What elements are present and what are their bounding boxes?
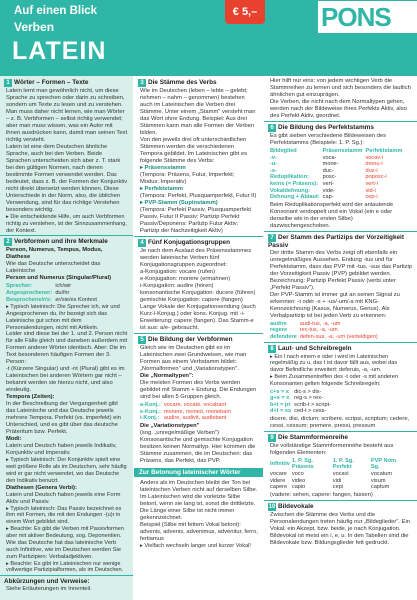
spelling-table	[270, 389, 334, 415]
list-item: (Tempora: Präsens, Futur, Imperfekt;	[140, 172, 235, 178]
cell: vid-i	[365, 187, 376, 194]
list-item: konsonantische Konjugation: ducere (führen)	[140, 290, 256, 296]
cell: defen-sus, -a, -um (verteidigen)	[299, 333, 378, 340]
tip-text: Typisch lateinisch: Die Sprecher ich, wir und Angesprochenen du, ihr bezeigt sich das Lateinische gut schon mit dem Personalendungen, nicht mit Artikeln.	[6, 304, 120, 331]
cell: vocatum	[370, 471, 393, 478]
cell: g+s = x	[270, 395, 290, 402]
cell: keins (= Präsens):	[270, 180, 319, 187]
paragraph: Beispiel (Silbe mit fettem Vokal betont):	[140, 521, 241, 528]
table-row	[270, 194, 405, 201]
cell: vocare	[270, 471, 287, 478]
cell: vocavi	[332, 471, 349, 478]
section-heading	[134, 77, 263, 88]
section-heading	[134, 333, 263, 345]
cell: vert-	[322, 180, 334, 187]
table-row	[270, 181, 405, 188]
tip: ▸ Die entscheidende Hilfe, um auch Verbformen richtig zu verstehen, ist der Sinnzusammenhang, der Kontext.	[6, 214, 127, 234]
paragraph: Wie das Deutsche unterscheidet das Lateinische	[6, 261, 101, 275]
paragraph: Zwischen die Stämme des Verbs und die Personalendungen treten häufig nur „Bildeglieder". Ein Vokal, ein Akzept, bzw. beide, je nach Konjugation. Bildevokal ist meist ein i, e, u. In den Tabellen sind die Bildevokale bzw. Bildungsglieder fett gedruckt.	[270, 511, 410, 546]
cell: -u-	[270, 161, 278, 168]
paragraph: Konsonantische und gemischte Konjugation besitzen keinen Normaltyp. Hier kommen die Stämme zusammen, die im Deutschen: das Präsens, das Perfekt, das PVP.	[140, 436, 256, 464]
tip: ▸ Typisch lateinisch: Das Passiv bezeichnet es ihm mit Formen, die mit den Endungen -(u)r in einem Wort gebildet sind.	[6, 505, 122, 526]
section-heading	[264, 121, 417, 133]
section-heading	[264, 500, 417, 512]
section-number: 4	[138, 239, 146, 247]
section-title: Die Bildung der Verbformen	[148, 336, 233, 343]
list-item: a-Konjugation: vocare (rufen)	[140, 269, 216, 275]
paragraph: Der dritte Stamm des Verbs zeigt oft ebenfalls ein unregelmäßiges Aussehen. Endung -tus und für Perfektstamm, dass das PVP mit -tus, -sus das Partizip der Vorzeitigkeit Passiv (PVP) gebildet werden.	[270, 249, 412, 277]
brand-logo	[318, 1, 417, 33]
tip-text: Vielfach wechseln langer und kurzer Vokal!	[144, 542, 251, 549]
table-header	[270, 148, 405, 155]
tip-text: Die entscheidende Hilfe, um auch Verbformen richtig zu verstehen, ist der Sinnzusammenhang, der Kontext.	[6, 214, 127, 234]
column-right	[264, 76, 417, 600]
cell: dic-s > dix-	[294, 388, 322, 395]
content	[0, 76, 417, 600]
tip-text: Ein l nach einem e oder i wird im Lateinischen regelmäßig zu u, das t ist davor fällt aus, wobei das davor Befindliche erweitert: deferuis, -a, -um.	[270, 353, 398, 374]
section-number: 10	[268, 503, 276, 510]
cell: voca-	[322, 154, 337, 161]
cell: capio	[291, 484, 306, 491]
paragraph: Hier hilft nur eins: von jedem wichtigen Verb die Stammreihen zu lernen und sich besonders die lautlich ähnlichen gut einzuprägen.	[270, 78, 411, 98]
paragraph: Beim Reduplikationsperfekt wird der anlautende Konsonant verdoppelt und ein Vokal (ein e oder derselbe wie in der ersten Silbe) dazwischengeschoben.	[270, 201, 394, 229]
cell: scrib-t > script-	[294, 401, 331, 408]
cell: monere, moneó, monebam	[163, 408, 231, 415]
paragraph: Je nach dem Auslaut des Präsensstammes werden lateinische Verben fünf Konjugationsgruppen zugeordnet:	[140, 248, 252, 268]
paragraph: Latein und Deutsch haben jeweils eine Form Aktiv und Passiv.	[6, 491, 121, 505]
paragraph: Gleich wie im Deutschen gibt es im Lateinischen zwei Grundweisen, wie man Formen aus einem Verbstamm bildet: „Normalformen" und „Variationstypen".	[140, 345, 247, 372]
tip-text: Beim Zusammentreffen des -t oder -s mit anderen Konsonanten gelten folgende Schreibregeln:	[270, 373, 399, 387]
table-row	[270, 155, 405, 162]
section-title: Die Bildung des Perfektstamms	[278, 124, 374, 131]
section-number: 2	[4, 238, 12, 246]
table-row	[270, 327, 381, 334]
paragraph: Von den jeweils drei oft unterschiedlichen Stämmen werden die verschiedenen Tempora gebildet. Im Lateinischen gibt es folgende Stämme des Verbs:	[140, 137, 247, 164]
cell: mone-	[322, 161, 339, 168]
section-title: Bildevokale	[278, 502, 314, 510]
section-number: 5	[138, 336, 146, 344]
list-text: Perfektstamm	[144, 186, 183, 192]
list-item: e-Konjugation: monere (ermahnen)	[140, 276, 231, 282]
paragraph: Bezeichnung: Partizip Perfekt Passiv (verbi unter „Perfekt Passiv").	[270, 277, 396, 291]
cell: audire, audivit, audiebant	[163, 415, 227, 422]
header-cell: 1. P. Sg. Präsens	[291, 457, 314, 471]
table-header	[270, 458, 406, 471]
header-cell: Präsensstamm	[322, 148, 363, 154]
cell: ich/wir	[55, 283, 72, 290]
cell: er/sie/es Kontext	[55, 296, 97, 303]
section-number: 7	[268, 234, 276, 242]
tip-text: Typisch lateinisch: Das Passiv bezeichnet es ihm mit Formen, die mit den Endungen -(u)r in einem Wort gebildet sind.	[6, 505, 122, 526]
section-title: Wörter – Formen – Texte	[14, 79, 89, 86]
cell: captum	[370, 484, 390, 491]
cell: i-Konj.:	[140, 415, 160, 422]
cell: Dehnung + Ablaut:	[270, 194, 320, 201]
cell: dux-i	[365, 167, 378, 174]
paragraph: -t (Kürzere Singular) und -nt (Plural) gibt es im Lateinischen bei anderen Wörtern gar nicht – bekannt werden sie hierzu nicht, und also eindeutig.	[6, 366, 125, 394]
paragraph: dicere, dixi, dictum; scribere, scripsi, scriptum; cedere, cessi, cessum; premere, pressi, pressum	[270, 415, 410, 429]
cell: e-Konj.:	[140, 408, 161, 415]
table-row	[270, 408, 334, 415]
paragraph: Lange Vokale der Konjugationsendung (auch Kurz-i-Konjug.) oder kons. Konjug. mit -i-Erweiterung: capere (fangen). Das Stamm-e ist aus: a/e- gebraucht.	[140, 304, 256, 331]
cell: posc-	[322, 174, 337, 181]
table-row	[6, 283, 100, 290]
section-number: 8	[268, 345, 276, 353]
column-middle	[134, 76, 263, 600]
cell: Sprecher:	[6, 283, 33, 290]
section-heading	[264, 342, 417, 354]
section-number: 1	[4, 79, 12, 87]
section-heading	[0, 77, 133, 88]
section-number: 9	[268, 434, 276, 442]
table-row	[6, 297, 100, 304]
cell: defendere	[270, 333, 297, 340]
cell: visum	[370, 477, 386, 484]
paragraph: Anders als im Deutschen bleibt der Ton bei lateinischen Verben nicht auf derselben Silbe. Im Lateinischen wird die vorletzte Silbe betont, wenn sie lang ist, sonst die drittletzte. Die Länge einer Silbe ist nicht immer gekennzeichnet.	[140, 479, 258, 521]
subheading: Die „Normaltypen":	[140, 373, 194, 379]
cell: audi-tus, -a, -um	[299, 320, 341, 327]
paragraph: Leider sind diese bei der 1. und 2. Person nicht für alle Fälle gleich und daneben außerdem mit Formen anderer Wörter identisch. Aber: Die im Text besonderen häufigen Formen der 3. Person:	[6, 331, 128, 366]
tip: ▸ Beim Zusammentreffen des -t oder -s mit anderen Konsonanten gelten folgende Schreibregeln:	[270, 373, 399, 387]
table-row	[270, 321, 381, 328]
tip: ▸ Vielfach wechseln langer und kurzer Vokal!	[140, 542, 251, 549]
subheading: Modi:	[6, 436, 22, 443]
section-title: Der Stamm des Partizips der Vorzeitigkeit Passiv	[268, 233, 404, 249]
cell: ced-t > cess-	[294, 408, 327, 415]
cell: capere	[270, 484, 288, 491]
price-badge: € 5,–	[225, 0, 265, 24]
paragraph: Es gibt sieben verschiedene Bildeweisen des Perfektstamms (Beispiele: 1. P. Sg.):	[270, 133, 387, 146]
cell: -s-	[270, 167, 277, 174]
table-row	[270, 188, 405, 195]
subject: Verben	[14, 20, 55, 34]
table-row	[140, 415, 234, 422]
table-row	[270, 168, 405, 175]
section-heading	[264, 231, 417, 250]
cell: Besprochene/r/s:	[6, 296, 52, 303]
subheading: Diathesen (Genera Verbi):	[6, 484, 77, 491]
cell: monu-i	[365, 161, 383, 168]
tip: ▸ Typisch lateinisch: Der Konjunktiv spielt eine weit größere Rolle als im Deutschen, sehr häufig wird er gar nicht verwendet, wo das Deutsche den Indikativ benutzt.	[6, 457, 127, 484]
tip: ▸ Beachte: Es gibt die Verben mit Passivformen aber mit aktiver Bedeutung, sog. Deponentien.	[6, 525, 124, 539]
tip-text: Beachte: Es gibt die Verben mit Passivformen aber mit aktiver Bedeutung, sog. Deponentien.	[6, 525, 124, 539]
paragraph: Die Verben, die nicht nach dem Normaltypen gehen, werden nach der Bildeweise ihres Perfekts Aktiv, also des Perfekt Aktiv, geordnet.	[270, 99, 407, 119]
paragraph: (sog. „unregelmäßige Verben")	[140, 429, 220, 436]
table-row	[6, 290, 100, 297]
cell: videre	[270, 477, 286, 484]
tip: ▸ Ein l nach einem e oder i wird im Lateinischen regelmäßig zu u, das t ist davor fällt aus, wobei das davor Befindliche erweitert: deferuis, -a, -um.	[270, 353, 398, 374]
paragraph: Die meisten Formen des Verbs werden gebildet mit Stamm + Endung. Die Endungen sind bei allen 5 Gruppen gleich.	[140, 380, 257, 400]
subheading: Person, Numerus, Tempus, Modus, Diathese	[6, 247, 103, 261]
brand-name: PONS	[321, 2, 391, 32]
person-table	[6, 283, 100, 303]
subheading: Person und Numerus (Singular/Plural)	[6, 275, 112, 282]
section-title: Die Stammformenreihe	[278, 433, 348, 441]
list-item: i-Konjugation: audire (hören)	[140, 283, 214, 289]
paragraph: Wie das Deutsche hat das lateinische Verb auch Infinitive, wie im Deutschen werden Sie zum Partizipien: Verbaladjektiven.	[6, 539, 122, 560]
cell: regere	[270, 327, 288, 334]
section-title: Fünf Konjugationsgruppen	[148, 239, 230, 246]
section-heading	[134, 236, 263, 248]
list-item: ▸ Perfektstamm	[140, 186, 183, 192]
section-title: Die Stämme des Verbs	[148, 79, 217, 86]
table-row	[270, 174, 405, 181]
cell: reg-s > rex-	[294, 395, 323, 402]
stem-forms-table	[270, 458, 406, 491]
participle-table	[270, 321, 381, 341]
cell: duc-	[322, 167, 334, 174]
cell: Reduplikation:	[270, 174, 309, 181]
cell: poposc-i	[365, 174, 387, 181]
list-item: gemischte Konjugation: capere (fangen)	[140, 297, 243, 303]
cell: vocav-i	[365, 154, 384, 161]
cell: du/ihr	[55, 289, 70, 296]
section-title: Laut- und Schreibregeln	[278, 344, 352, 352]
tip-text: Typisch lateinisch: Der Konjunktiv spielt eine weit größere Rolle als im Deutschen, sehr häufig wird er gar nicht verwendet, wo das Deutsche den Indikativ benutzt.	[6, 457, 127, 484]
cell: vide-	[322, 187, 335, 194]
paragraph: Latein lernt man gewöhnlich nicht, um diese Sprache zu sprechen oder darin zu schreiben, sondern um Texte zu lesen und zu verstehen. Man muss daher nicht lernen, wie man Wörter – z. B. Verbformen – selbst richtig verwendet; aber man muss wissen, was ein Autor mit ihnen ausdrücken kann, damit man seinen Text richtig versteht.	[6, 88, 128, 143]
list-text: PVP-Stamm (Supinstamm)	[144, 200, 218, 206]
list-item: ▸ PVP-Stamm (Supinstamm)	[140, 200, 218, 206]
cell: -v-	[270, 154, 277, 161]
section-number: 6	[268, 124, 276, 132]
cell: vidi	[332, 477, 342, 484]
cell: Angesprochener:	[6, 289, 53, 296]
page-title: LATEIN	[12, 37, 107, 65]
tip: ▸ Beachte: Es gibt im Lateinischen nur wenige vollwertige Partizipialformen, als im Deutschen.	[6, 560, 124, 574]
paragraph: Latein ist eine dem Deutschen ähnliche Sprache, auch bei den Verben. Beide Sprachen unterscheiden sich aber z. T. stark bei den gültigen Normen, nach denen bestimmte Formen verwendet werden. Das bedeutet, dass z. B. der Formen der Konjunktiv nicht direkt übersetzt werden können. Diese Unterschiede in der Norm, also, die üblichen Verwendung, sind für das richtige Verstehen besonders wichtig.	[6, 144, 128, 213]
tip: ▸ Typisch lateinisch: Die Sprecher ich, wir und Angesprochenen du, ihr bezeigt sich das Lateinische gut schon mit dem Personalendungen, nicht mit Artikeln.	[6, 304, 120, 331]
table-row	[270, 471, 406, 478]
table-row	[140, 402, 234, 409]
section-heading	[0, 235, 133, 247]
paragraph: Der PVP-Stamm ist immer gut an seinen Signal zu erkennen: -t oder -s + -us/-um/-a mit KNG-Kennzeichnung (Kasus, Numerus, Genus). Als Verbalpartizip ist bei jeden Verb zu erkennen:	[270, 291, 400, 319]
section-number: 3	[138, 79, 146, 87]
header-cell: 1. P. Sg. Perfekt	[332, 457, 354, 471]
table-row	[140, 409, 234, 416]
section-heading	[264, 431, 417, 443]
paragraph: Wie im Deutschen (leben – lebte – gelebt; nehmen – nahm – genommen) bestehen auch im Lateinischen die Verben drei Stämme. Unter einem „Stamm" versteht man das Wort ohne Endung. Beispiel: Aus drei Stämmen kann man alle Formen der Verben bilden.	[140, 88, 256, 136]
footer-text: Siehe Erläuterungen im Innenteil.	[6, 586, 92, 593]
cell: cap-	[322, 194, 334, 201]
table-row	[270, 334, 381, 341]
table-row	[270, 402, 334, 409]
section-title: Verbformen und ihre Merkmale	[14, 238, 108, 246]
cell: video	[291, 477, 306, 484]
banner-heading: Zur Betonung lateinischer Wörter	[134, 468, 263, 477]
table-row	[270, 395, 334, 402]
conjugation-table	[140, 402, 234, 422]
paragraph: In der Beschreibung der Vergangenheit gibt das Lateinische und das Deutsche jeweils mehrere Tempora. Perfekt (vs. imperfekt) ein Unterschied, und es gibt über das deutsche Präteritum bzw. Perfekt.	[6, 401, 121, 436]
cell: Vokaldehnung:	[270, 187, 310, 194]
table-row	[270, 161, 405, 168]
header-cell: PVP Nom. Sg.	[370, 457, 398, 471]
header	[0, 0, 417, 76]
table-row	[270, 478, 406, 485]
perfect-stem-table	[270, 148, 405, 201]
list-item: ▸ Präsensstamm	[140, 165, 186, 171]
cell: audire	[270, 320, 287, 327]
cell: c+s = x	[270, 388, 289, 395]
list-text: Präsensstamm	[144, 165, 186, 171]
kicker: Auf einen Blick	[14, 5, 98, 17]
cell: rec-tus, -a, -um	[299, 327, 338, 334]
list-item: (Tempora: Perfekt, Plusquamperfekt, Futur II)	[140, 193, 257, 199]
header-cell: Perfektstamm	[365, 148, 403, 154]
paragraph: (vadere: sehen, capere: fangen, fassen)	[270, 491, 373, 498]
cell: vocare, vocaté, vocabant	[163, 402, 227, 408]
table-row	[270, 484, 406, 491]
cell: vert-i	[365, 180, 378, 187]
footer-heading: Abkürzungen und Verweise:	[0, 575, 133, 586]
paragraph: Die vollständige Stammformenreihe besteht aus folgenden Elementen:	[270, 442, 394, 456]
cell: d+t = ss	[270, 408, 292, 415]
paragraph: advenis, advenis, advenimus, advenitur, ferro, fertiamus	[140, 528, 258, 542]
cell: a-Konj.:	[140, 402, 161, 408]
tip-text: Beachte: Es gibt im Lateinischen nur wenige vollwertige Partizipialformen, als im Deutschen.	[6, 560, 124, 574]
cell: b+t = pt	[270, 401, 291, 408]
header-cell: Infinitiv	[270, 461, 290, 468]
list-item: Modus: Imperativ)	[140, 179, 187, 185]
cell: cep-i	[365, 194, 378, 201]
cell: voco	[291, 471, 304, 478]
subheading: Tempora (Zeiten):	[6, 394, 55, 401]
subheading: Die „Variationstypen"	[140, 422, 200, 429]
paragraph: Latein und Deutsch haben jeweils Indikativ, Konjunktiv und Imperativ.	[6, 443, 117, 457]
header-cell: Bildeglied	[270, 148, 297, 154]
column-left	[0, 76, 133, 600]
cell: cepi	[332, 484, 344, 491]
list-item: (Tempora: Perfekt Passiv, Plusquamperfekt Passiv, Futur II Passiv; Partizip Perfekt Passiv/Deponens: Partizip Futur Aktiv; Partizip der Nachzeitigkeit Aktiv)	[140, 207, 252, 234]
table-row	[270, 389, 334, 396]
